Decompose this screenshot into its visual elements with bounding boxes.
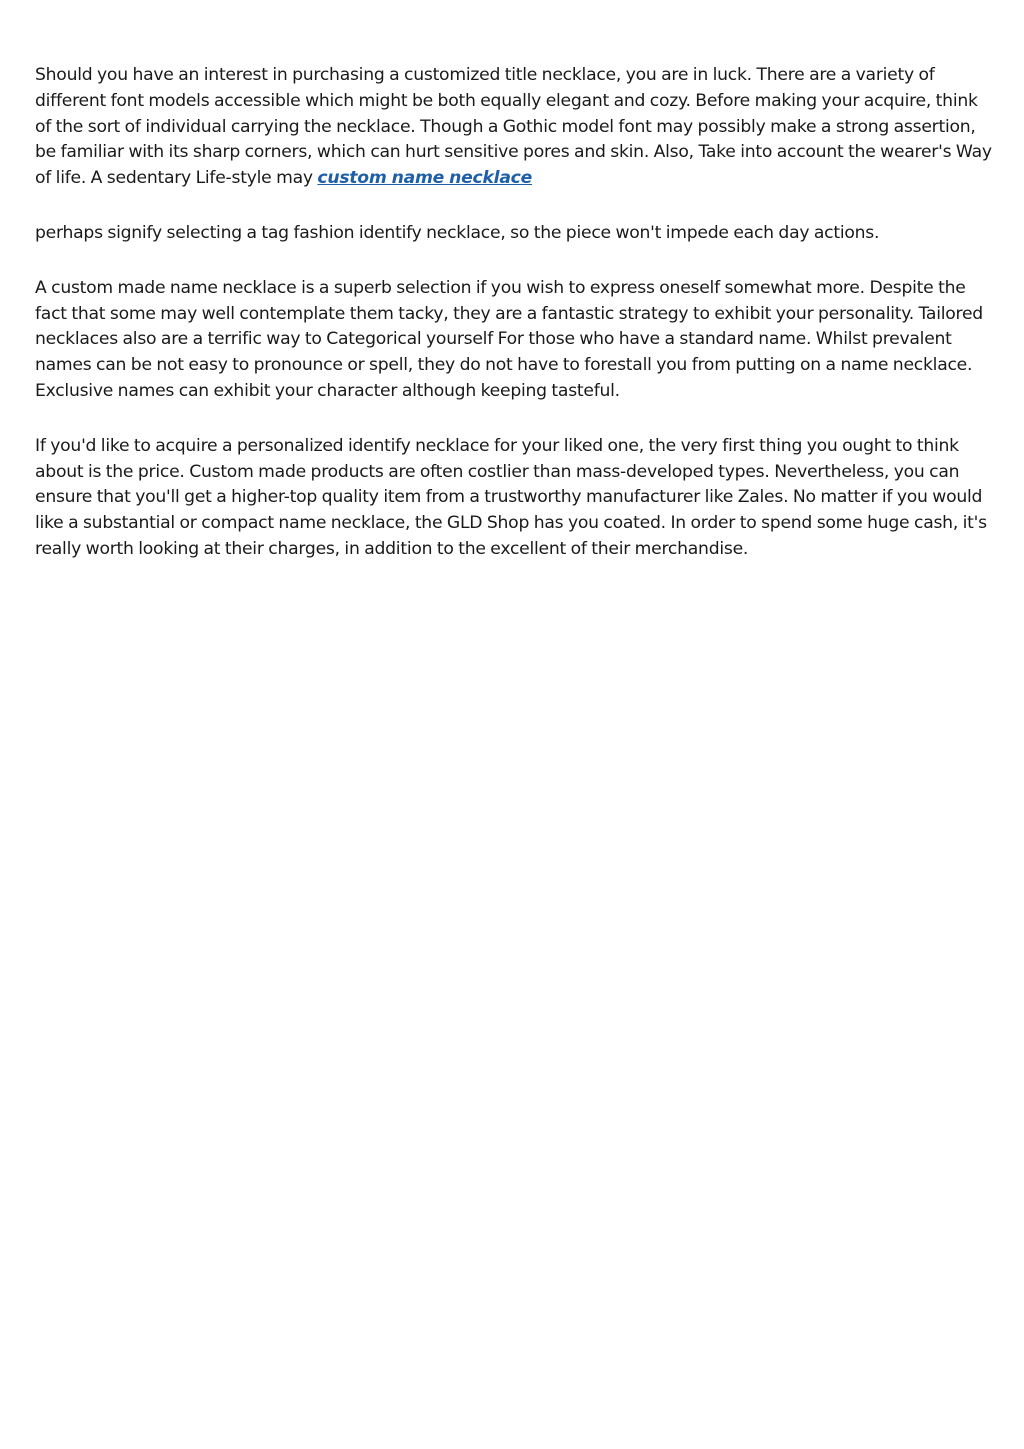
paragraph-1 bbox=[35, 63, 995, 192]
document-body bbox=[35, 63, 995, 592]
paragraph-2: perhaps signify selecting a tag fashion identify necklace, so the piece won't impede each day actions. bbox=[35, 222, 880, 243]
paragraph-3: A custom made name necklace is a superb selection if you wish to express oneself somewhat more. Despite the fact that some may well contemplate them tacky, they are a fantastic strategy to exhibit your personality. Tailored necklaces also are a terrific way to Categorical yourself For those who have a standard name. Whilst prevalent names can be not easy to pronounce or spell, they do not have to forestall you from putting on a name necklace. Exclusive names can exhibit your character although keeping tasteful. bbox=[35, 277, 983, 401]
custom-name-necklace-link[interactable]: custom name necklace bbox=[317, 168, 533, 189]
paragraph-1-text: Should you have an interest in purchasing a customized title necklace, you are in luck. There are a variety of different font models accessible which might be both equally elegant and cozy. Before making your acquire, think of the sort of individual carrying the necklace. Though a Gothic model font may possibly make a strong assertion, be familiar with its sharp corners, which can hurt sensitive pores and skin. Also, Take into account the wearer's Way of life. A sedentary Life-style may bbox=[35, 65, 992, 189]
paragraph-4: If you'd like to acquire a personalized identify necklace for your liked one, the very first thing you ought to think about is the price. Custom made products are often costlier than mass-developed types. Nevertheless, you can ensure that you'll get a higher-top quality item from a trustworthy manufacturer like Zales. No matter if you would like a substantial or compact name necklace, the GLD Shop has you coated. In order to spend some huge cash, it's really worth looking at their charges, in addition to the excellent of their merchandise. bbox=[35, 435, 987, 559]
